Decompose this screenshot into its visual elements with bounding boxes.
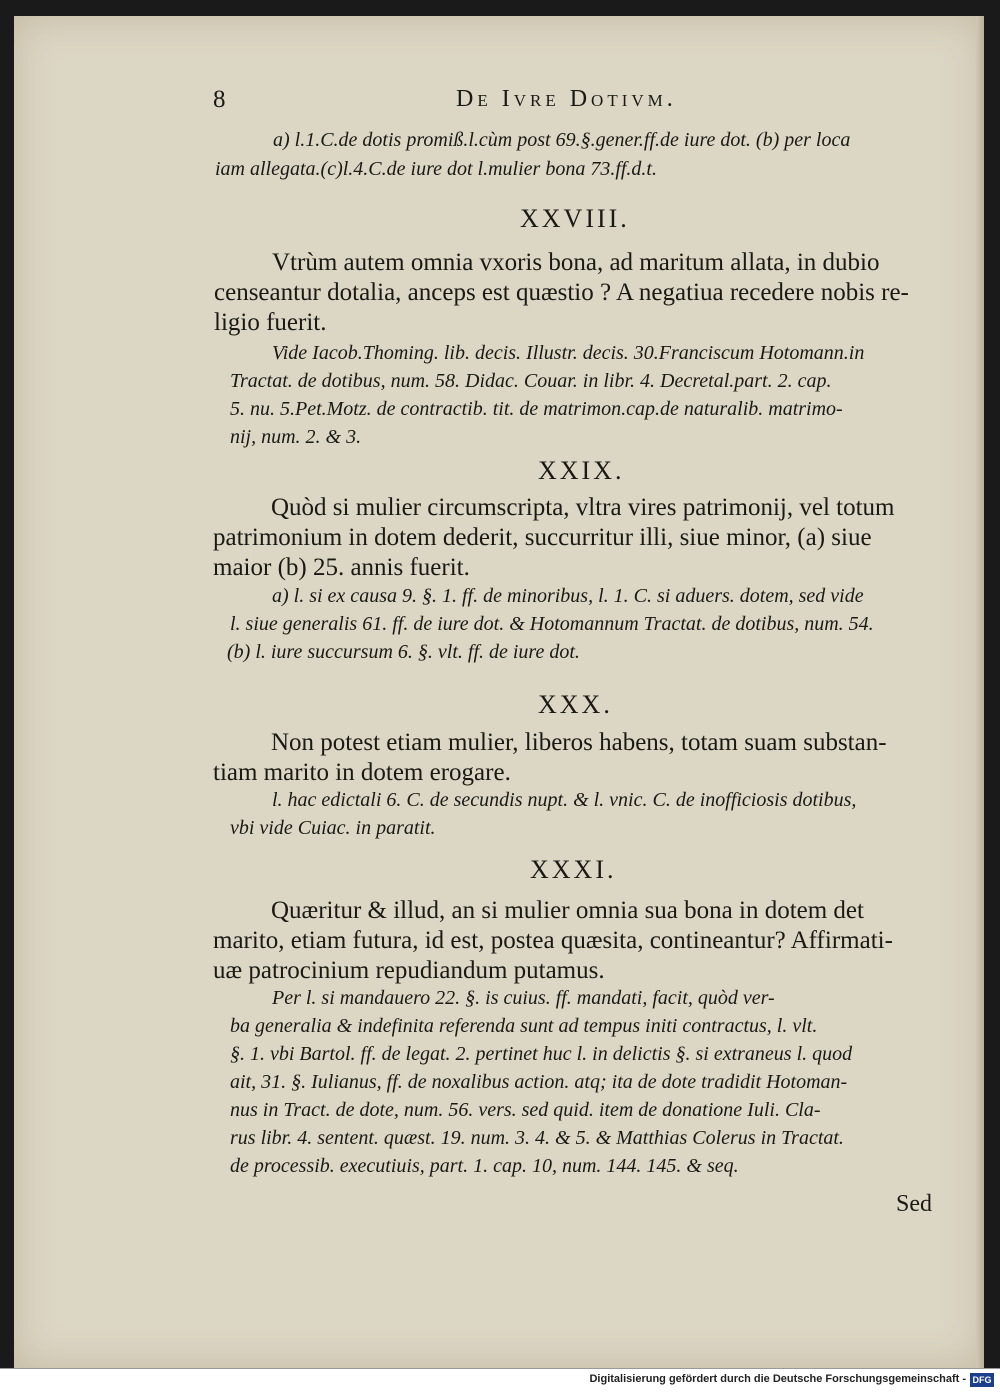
- body-line: marito, etiam futura, id est, postea quæsita, contineantur? Affirmati-: [213, 927, 893, 954]
- digitization-footer: [0, 1368, 1000, 1392]
- section-heading: XXIX.: [538, 456, 625, 485]
- dfg-logo: DFG: [970, 1373, 994, 1387]
- note-line: l. hac edictali 6. C. de secundis nupt. & l. vnic. C. de inofficiosis dotibus,: [272, 789, 857, 811]
- body-line: Vtrùm autem omnia vxoris bona, ad maritum allata, in dubio: [272, 249, 880, 276]
- page-number: 8: [213, 86, 226, 113]
- note-line: Per l. si mandauero 22. §. is cuius. ff. mandati, facit, quòd ver-: [272, 987, 775, 1009]
- page-edge: [976, 16, 984, 1368]
- body-line: Non potest etiam mulier, liberos habens, totam suam substan-: [271, 729, 887, 756]
- body-line: patrimonium in dotem dederit, succurritur illi, siue minor, (a) siue: [213, 524, 872, 551]
- section-heading: XXX.: [538, 690, 613, 719]
- running-head: De Ivre Dotivm.: [456, 86, 677, 112]
- body-line: maior (b) 25. annis fuerit.: [213, 554, 470, 581]
- body-line: Quòd si mulier circumscripta, vltra vires patrimonij, vel totum: [271, 494, 895, 521]
- note-line: a) l. si ex causa 9. §. 1. ff. de minoribus, l. 1. C. si aduers. dotem, sed vide: [272, 585, 864, 607]
- body-line: censeantur dotalia, anceps est quæstio ? A negatiua recedere nobis re-: [214, 279, 909, 306]
- body-line: uæ patrocinium repudiandum putamus.: [213, 957, 605, 984]
- note-line: ba generalia & indefinita referenda sunt ad tempus initi contractus, l. vlt.: [230, 1015, 818, 1037]
- note-line: rus libr. 4. sentent. quæst. 19. num. 3. 4. & 5. & Matthias Colerus in Tractat.: [230, 1127, 844, 1149]
- body-line: Quæritur & illud, an si mulier omnia sua bona in dotem det: [271, 897, 864, 924]
- note-line: vbi vide Cuiac. in paratit.: [230, 817, 436, 839]
- footnote-line: a) l.1.C.de dotis promiß.l.cùm post 69.§.gener.ff.de iure dot. (b) per loca: [273, 129, 851, 151]
- note-line: nij, num. 2. & 3.: [230, 426, 362, 448]
- note-line: l. siue generalis 61. ff. de iure dot. & Hotomannum Tractat. de dotibus, num. 54.: [230, 613, 874, 635]
- note-line: nus in Tract. de dote, num. 56. vers. sed quid. item de donatione Iuli. Cla-: [230, 1099, 821, 1121]
- body-line: ligio fuerit.: [214, 309, 327, 336]
- note-line: Vide Iacob.Thoming. lib. decis. Illustr. decis. 30.Franciscum Hotomann.in: [272, 342, 865, 364]
- body-line: tiam marito in dotem erogare.: [213, 759, 511, 786]
- note-line: ait, 31. §. Iulianus, ff. de noxalibus action. atq; ita de dote tradidit Hotoman-: [230, 1071, 848, 1093]
- note-line: Tractat. de dotibus, num. 58. Didac. Couar. in libr. 4. Decretal.part. 2. cap.: [230, 370, 832, 392]
- note-line: (b) l. iure succursum 6. §. vlt. ff. de iure dot.: [227, 641, 580, 663]
- section-heading: XXXI.: [530, 855, 617, 884]
- note-line: de processib. executiuis, part. 1. cap. 10, num. 144. 145. & seq.: [230, 1155, 739, 1177]
- section-heading: XXVIII.: [520, 204, 630, 233]
- note-line: 5. nu. 5.Pet.Motz. de contractib. tit. de matrimon.cap.de naturalib. matrimo-: [230, 398, 843, 420]
- catchword: Sed: [896, 1191, 932, 1217]
- footer-credit: Digitalisierung gefördert durch die Deutsche Forschungsgemeinschaft -: [589, 1373, 966, 1385]
- footnote-line: iam allegata.(c)l.4.C.de iure dot l.mulier bona 73.ff.d.t.: [215, 158, 657, 180]
- note-line: §. 1. vbi Bartol. ff. de legat. 2. pertinet huc l. in delictis §. si extraneus l. quod: [230, 1043, 853, 1065]
